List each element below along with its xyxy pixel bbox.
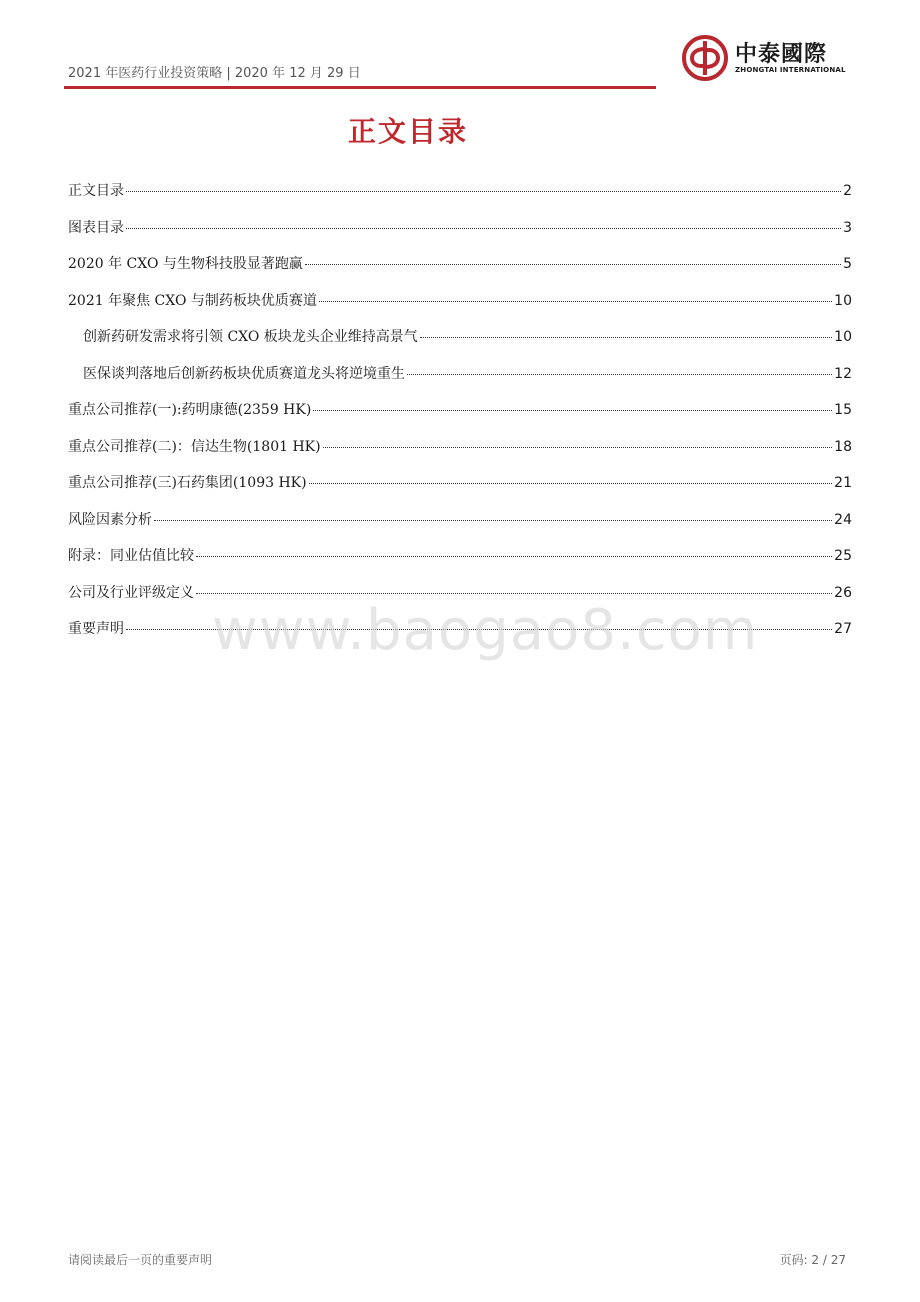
toc-entry-label: 医保谈判落地后创新药板块优质赛道龙头将逆境重生 [83,365,405,382]
toc-leader-dots [126,228,841,229]
table-of-contents [68,180,852,655]
report-header-title: 2021 年医药行业投资策略 | 2020 年 12 月 29 日 [68,66,361,81]
toc-entry[interactable] [68,180,852,217]
toc-leader-dots [319,301,832,302]
toc-subentry[interactable] [68,326,852,363]
toc-entry-page: 21 [834,475,852,491]
logo-name-en: ZHONGTAI INTERNATIONAL [735,66,846,74]
toc-leader-dots [154,520,832,521]
toc-leader-dots [407,374,832,375]
toc-leader-dots [309,483,833,484]
page-title: 正文目录 [347,115,468,148]
toc-leader-dots [305,264,841,265]
toc-entry-page: 15 [834,402,852,418]
toc-entry[interactable] [68,217,852,254]
toc-entry-label: 重点公司推荐(一):药明康德(2359 HK) [68,402,312,418]
toc-entry-page: 10 [834,329,852,345]
toc-entry[interactable] [68,545,852,582]
toc-leader-dots [323,447,833,448]
toc-entry-label: 重点公司推荐(三)石药集团(1093 HK) [68,475,307,491]
toc-entry[interactable] [68,472,852,509]
toc-entry-page: 10 [834,292,852,309]
logo-name-cn: 中泰國際 [735,42,828,67]
toc-leader-dots [126,191,841,192]
toc-entry-label: 重点公司推荐(二)：信达生物(1801 HK) [68,438,321,455]
toc-leader-dots [196,593,832,594]
footer-notice: 请阅读最后一页的重要声明 [68,1253,213,1267]
company-logo [681,34,846,84]
toc-entry-page: 2 [843,183,852,199]
toc-entry[interactable] [68,509,852,546]
toc-entry-page: 27 [834,621,852,637]
toc-entry-label: 附录：同业估值比较 [68,548,194,564]
toc-entry-page: 3 [843,219,852,236]
toc-entry[interactable] [68,253,852,290]
toc-subentry[interactable] [68,363,852,400]
toc-entry-label: 正文目录 [68,183,124,199]
toc-entry-label: 图表目录 [68,219,124,236]
toc-entry-page: 18 [834,438,852,455]
toc-entry-label: 公司及行业评级定义 [68,584,194,601]
toc-leader-dots [420,337,832,338]
toc-entry-page: 26 [834,584,852,601]
toc-leader-dots [313,410,832,411]
toc-entry-page: 12 [834,365,852,382]
toc-entry-page: 25 [834,548,852,564]
toc-entry-label: 2020 年 CXO 与生物科技股显著跑赢 [68,256,303,272]
toc-entry-label: 风险因素分析 [68,511,152,528]
logo-mark-icon [681,34,729,82]
toc-leader-dots [196,556,832,557]
toc-entry-label: 创新药研发需求将引领 CXO 板块龙头企业维持高景气 [83,329,418,345]
toc-entry[interactable] [68,436,852,473]
toc-entry-page: 24 [834,511,852,528]
header-divider [64,86,656,89]
toc-entry-page: 5 [843,256,852,272]
footer-page-indicator: 页码: 2 / 27 [779,1253,846,1267]
toc-entry[interactable] [68,290,852,327]
toc-entry-label: 2021 年聚焦 CXO 与制药板块优质赛道 [68,292,317,309]
toc-entry-label: 重要声明 [68,621,124,637]
watermark-text: www.baogao8.com [212,598,759,663]
toc-entry[interactable] [68,399,852,436]
